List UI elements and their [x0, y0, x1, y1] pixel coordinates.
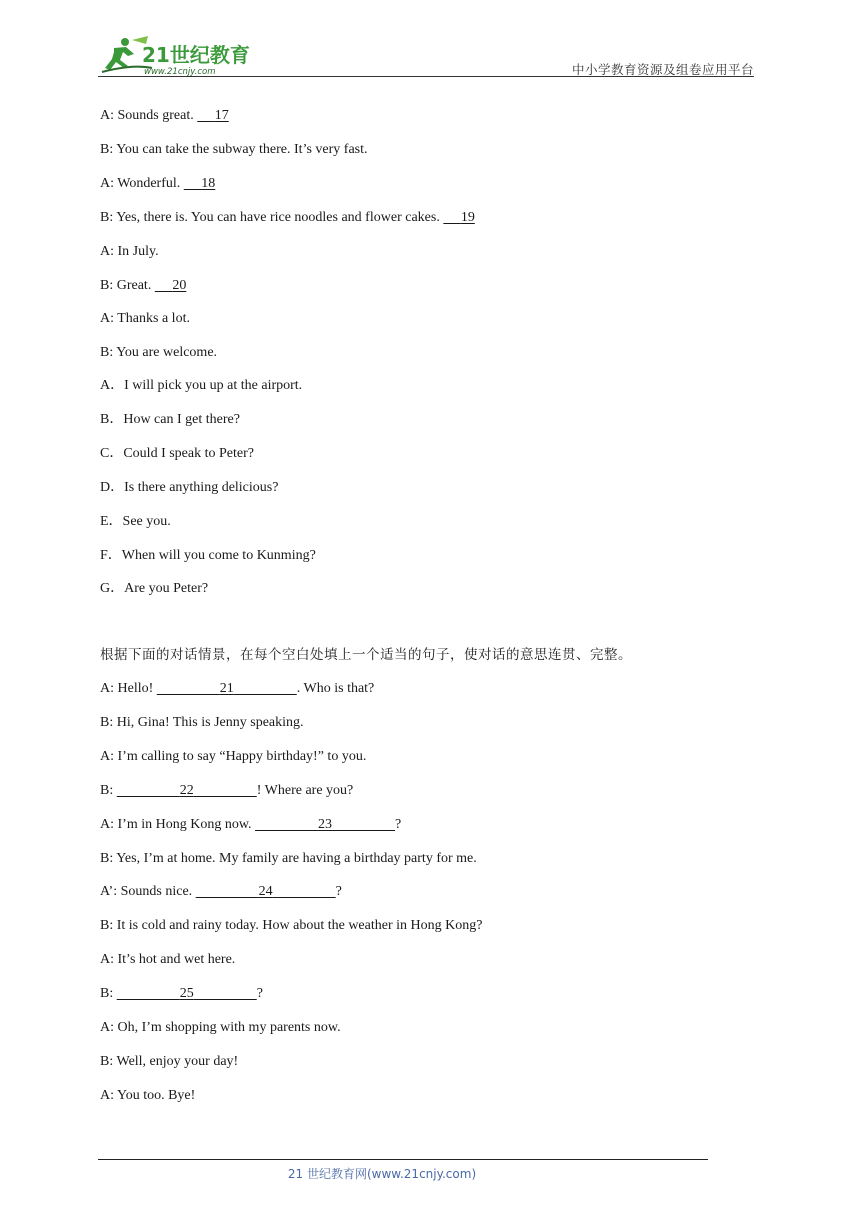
blank-number: 20: [172, 277, 187, 293]
answer-blank[interactable]: [255, 816, 395, 834]
dialogue-text: B: You can take the subway there. It’s very fast.: [100, 141, 368, 157]
header-divider: [98, 76, 754, 77]
dialogue-text: A: I’m in Hong Kong now.: [100, 816, 256, 832]
dialogue-text: A: Wonderful.: [100, 175, 181, 191]
option-item: E．See you.: [100, 513, 171, 529]
dialogue-line: [100, 883, 342, 901]
dialogue-text: B: You are welcome.: [100, 345, 218, 361]
blank-number: 17: [214, 108, 229, 123]
option-item: G．Are you Peter?: [100, 581, 209, 597]
site-logo[interactable]: [92, 34, 262, 78]
blank-number: 18: [201, 175, 216, 191]
dialogue-line: [100, 985, 263, 1003]
answer-blank[interactable]: [443, 209, 475, 227]
dialogue-line: [100, 951, 235, 969]
answer-blank[interactable]: [155, 277, 187, 295]
dialogue-text: B: Great.: [100, 277, 152, 293]
blank-number: 21: [219, 681, 234, 696]
dialogue-line: [100, 1087, 195, 1105]
dialogue-line: [100, 748, 366, 766]
dialogue-text: A: Sounds great.: [100, 108, 194, 123]
instruction-text: 根据下面的对话情景，在每个空白处填上一个适当的句子，使对话的意思连贯、完整。: [100, 647, 632, 663]
footer-text[interactable]: 21 世纪教育网(www.21cnjy.com): [287, 1167, 477, 1181]
footer-divider: [98, 1159, 708, 1160]
dialogue-text: B:: [100, 986, 117, 1002]
answer-blank[interactable]: [117, 985, 257, 1003]
dialogue-line: [100, 1019, 341, 1037]
option-item: B．How can I get there?: [100, 411, 240, 427]
dialogue-line: [100, 277, 186, 295]
dialogue-line: [100, 344, 217, 362]
dialogue-text: B: Yes, I’m at home. My family are having a birthday party for me.: [100, 850, 477, 866]
blank-number: 24: [258, 884, 273, 900]
dialogue-text: B: Well, enjoy your day!: [100, 1053, 239, 1069]
answer-blank[interactable]: [196, 883, 336, 901]
dialogue-text: ?: [256, 986, 263, 1002]
dialogue-text: A: You too. Bye!: [100, 1087, 196, 1103]
dialogue-text: A: Oh, I’m shopping with my parents now.: [100, 1020, 341, 1035]
dialogue-line: [100, 680, 374, 698]
dialogue-line: [100, 816, 401, 834]
dialogue-text: B: It is cold and rainy today. How about the weather in Hong Kong?: [100, 918, 483, 934]
blank-number: 22: [179, 782, 194, 798]
dialogue-text: A: Thanks a lot.: [100, 311, 190, 327]
dialogue-line: [100, 243, 159, 261]
dialogue-text: A: Hello!: [100, 681, 157, 696]
option-item: C．Could I speak to Peter?: [100, 445, 254, 461]
option-item: A．I will pick you up at the airport.: [100, 378, 303, 393]
dialogue-line: [100, 209, 475, 227]
answer-blank[interactable]: [117, 782, 257, 800]
dialogue-text: B:: [100, 782, 117, 798]
dialogue-text: A’: Sounds nice.: [100, 884, 196, 900]
dialogue-line: [100, 141, 368, 159]
blank-number: 19: [460, 209, 475, 225]
dialogue-line: [100, 917, 482, 935]
answer-blank[interactable]: [197, 107, 229, 125]
dialogue-line: [100, 714, 304, 732]
logo-url: www.21cnjy.com: [144, 67, 216, 77]
dialogue-line: [100, 850, 477, 868]
dialogue-line: [100, 107, 229, 125]
dialogue-line: [100, 782, 353, 800]
dialogue-line: [100, 1053, 238, 1071]
logo-text: 21世纪教育: [142, 43, 250, 67]
answer-blank[interactable]: [184, 175, 216, 193]
dialogue-text: A: In July.: [100, 243, 159, 259]
dialogue-text: B: Hi, Gina! This is Jenny speaking.: [100, 714, 304, 730]
dialogue-text: A: I’m calling to say “Happy birthday!” to you.: [100, 748, 367, 764]
runner-logo-icon: [92, 34, 262, 78]
header-platform-text: 中小学教育资源及组卷应用平台: [571, 62, 754, 77]
page-footer: [0, 1165, 860, 1182]
answer-blank[interactable]: [157, 680, 297, 698]
dialogue-text: ! Where are you?: [256, 782, 354, 798]
dialogue-text: ?: [335, 884, 342, 900]
dialogue-text: A: It’s hot and wet here.: [100, 952, 236, 968]
option-item: D．Is there anything delicious?: [100, 479, 279, 495]
dialogue-text: B: Yes, there is. You can have rice noodles and flower cakes.: [100, 209, 440, 225]
dialogue-text: . Who is that?: [296, 681, 375, 696]
blank-number: 23: [318, 816, 333, 832]
dialogue-text: ?: [395, 816, 402, 832]
option-item: F．When will you come to Kunming?: [100, 547, 316, 563]
page-header: [0, 0, 860, 80]
blank-number: 25: [179, 986, 194, 1002]
dialogue-line: [100, 175, 215, 193]
dialogue-line: [100, 310, 190, 328]
